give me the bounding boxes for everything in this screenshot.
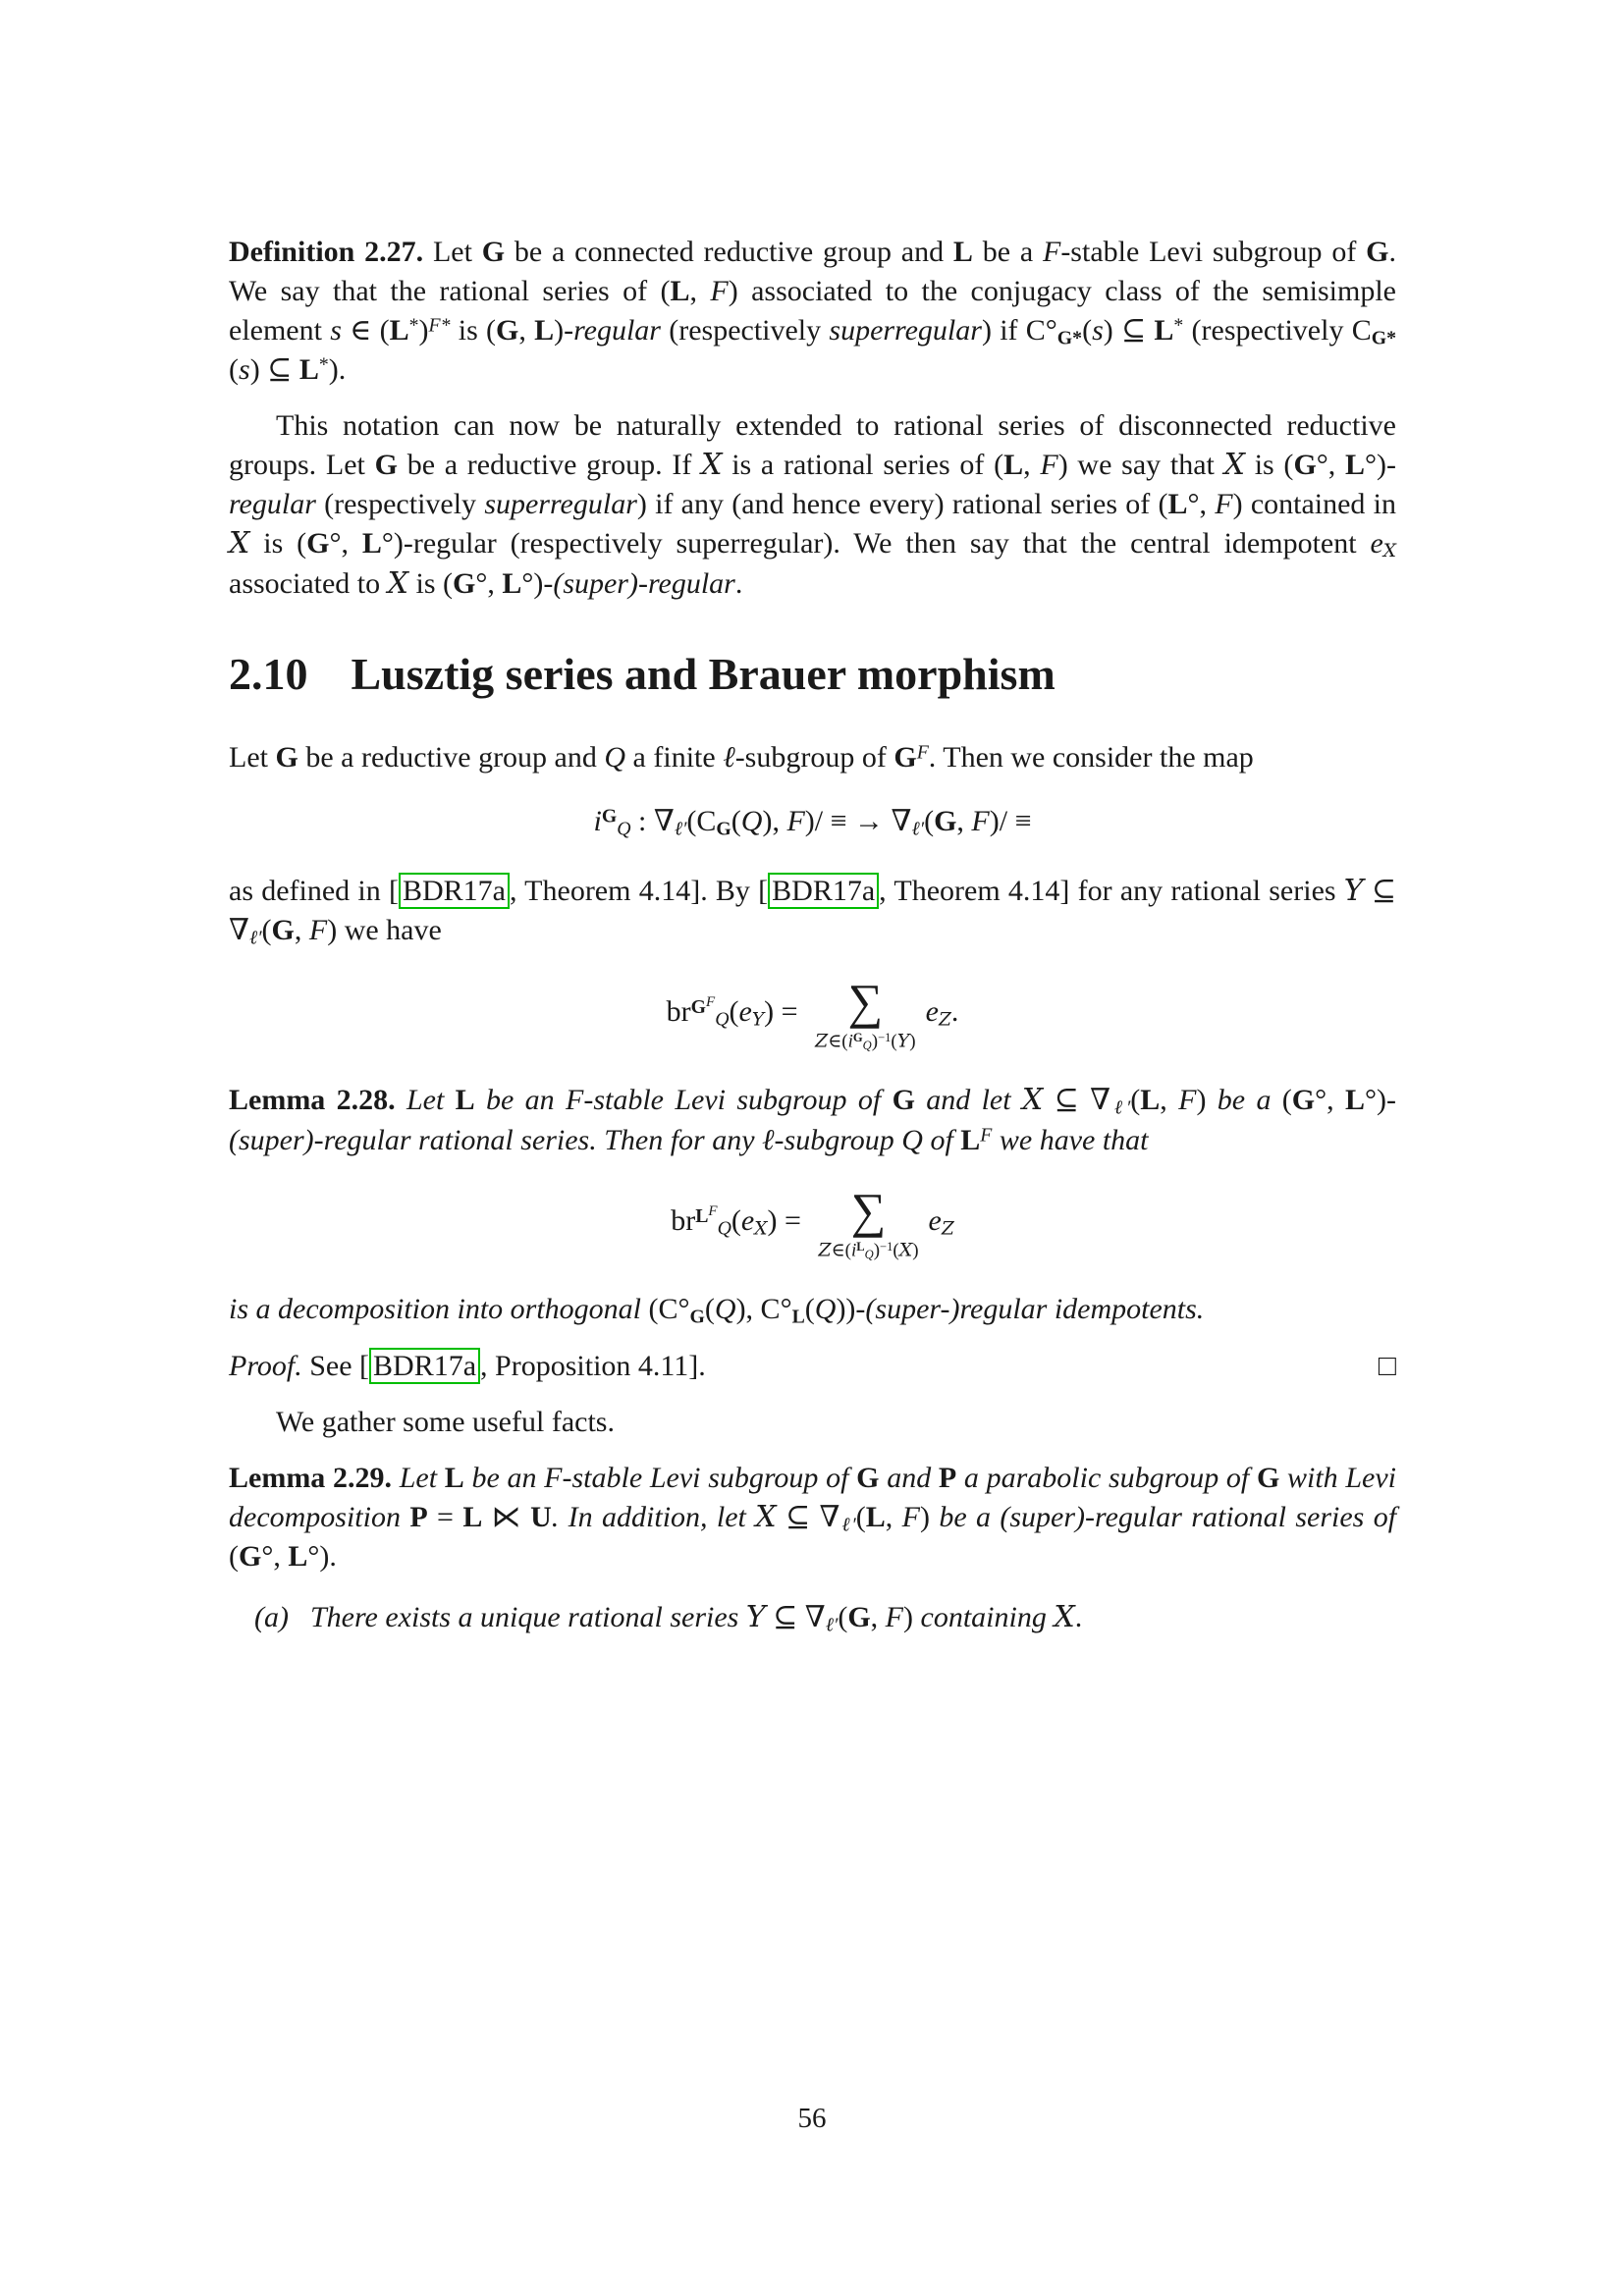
text-run: -subgroup <box>774 1123 902 1156</box>
text-run: Q <box>901 1123 923 1156</box>
text-run: ° <box>1187 488 1200 521</box>
text-run: a finite <box>625 740 724 774</box>
text-run: ) <box>912 1240 919 1261</box>
text-run: ) associated to the conjugacy class of the semisimple element <box>229 274 1396 347</box>
text-run: Z <box>818 1239 832 1261</box>
text-run: ℓ′ <box>1110 1096 1131 1119</box>
text-run: . <box>950 994 959 1028</box>
text-run: e <box>925 994 939 1028</box>
text-run: Let <box>423 236 482 268</box>
text-run: -stable Levi subgroup of <box>562 1461 857 1494</box>
text-run: (C <box>686 805 717 838</box>
text-run: Q <box>604 740 626 774</box>
lemma-2-28-continuation <box>229 1290 1396 1330</box>
text-run: superregular <box>484 488 637 521</box>
text-run: F <box>706 993 716 1010</box>
text-run: -stable Levi subgroup of <box>583 1084 893 1117</box>
text-run: ) = <box>767 1204 809 1238</box>
text-run: e <box>928 1204 942 1238</box>
text-run: ° <box>261 1540 274 1574</box>
text-run: is a rational series of ( <box>722 449 1004 482</box>
text-run: ° <box>780 1293 792 1326</box>
text-run: e <box>1370 527 1383 561</box>
text-run: ° <box>307 1540 320 1574</box>
text-run: with Levi decomposition <box>229 1461 1397 1533</box>
text-run: Q <box>617 818 631 840</box>
equation-brauer-G <box>229 973 1396 1052</box>
text-run: F <box>708 1203 718 1220</box>
text-run: We gather some useful facts. <box>276 1405 615 1438</box>
text-run: ℓ′ <box>911 818 925 840</box>
text-run: (respectively C <box>1183 313 1372 347</box>
text-run: L <box>462 1500 483 1533</box>
qed-symbol: □ <box>1378 1350 1396 1383</box>
text-run: ), <box>762 805 787 838</box>
text-run: ) ⊆ <box>1103 313 1155 347</box>
text-run: Y <box>751 1008 765 1030</box>
text-run: G <box>689 1306 705 1328</box>
text-run: ( <box>229 353 239 387</box>
text-run: , Theorem 4.14] for any rational series <box>879 875 1344 908</box>
text-run: L <box>502 566 522 600</box>
text-run: X <box>701 448 723 483</box>
text-run: ) <box>873 1240 881 1261</box>
text-run: G <box>452 566 476 600</box>
text-run: ) if any (and hence every) rational series of ( <box>636 488 1168 521</box>
text-run: L <box>288 1540 308 1574</box>
text-run: is ( <box>450 313 496 347</box>
text-run: G <box>1293 449 1317 482</box>
text-run: G <box>893 740 917 774</box>
text-run: be a connected reductive group and <box>505 236 953 268</box>
text-run: , <box>518 313 535 347</box>
text-run: G <box>271 914 295 947</box>
text-run: (C <box>648 1293 678 1326</box>
text-run: ℓ <box>723 740 735 774</box>
text-run: . We say that the rational series of ( <box>229 236 1396 307</box>
text-run: a parabolic subgroup of <box>956 1461 1257 1494</box>
text-run: ) <box>418 313 429 347</box>
text-run: ) <box>919 1500 940 1533</box>
text-run: ) we say that <box>1057 449 1224 482</box>
text-run: L <box>534 313 555 347</box>
text-run: L <box>960 1123 981 1156</box>
sum-limits <box>815 1029 916 1052</box>
text-run: s <box>330 313 342 347</box>
text-run: of <box>922 1123 961 1156</box>
text-run: There exists a unique rational series <box>309 1601 746 1634</box>
text-run: i <box>847 1030 853 1051</box>
text-run: ⊆ ∇ <box>229 875 1396 947</box>
text-run: . In addition, let <box>551 1500 756 1533</box>
text-run: be a (super)-regular rational series of <box>939 1500 1397 1533</box>
text-run: )) <box>836 1293 856 1326</box>
text-run: ° <box>1315 1084 1327 1117</box>
text-run: i <box>593 805 602 838</box>
text-run: ) ⊆ <box>249 353 299 387</box>
text-run: G <box>852 1030 863 1044</box>
text-run: i <box>850 1240 857 1261</box>
text-run: Lemma 2.28. <box>229 1084 396 1117</box>
text-run: ∈ ( <box>341 313 390 347</box>
text-run: X <box>755 1499 777 1534</box>
text-run: ( <box>229 1540 239 1574</box>
text-run: L <box>1167 488 1188 521</box>
text-run: s <box>239 353 250 387</box>
text-run: F* <box>428 314 451 337</box>
text-run: : ∇ <box>630 805 675 838</box>
text-run: (respectively <box>315 488 485 521</box>
text-run: G <box>847 1601 871 1634</box>
text-run: ) <box>1377 1084 1386 1117</box>
text-run: L <box>791 1306 805 1328</box>
text-run: Z <box>938 1008 951 1030</box>
text-run: L <box>1003 449 1024 482</box>
lemma-2-29 <box>229 1459 1396 1576</box>
text-run: ℓ <box>762 1123 775 1156</box>
text-run: Proof. <box>229 1350 302 1383</box>
text-run: is ( <box>407 566 453 600</box>
text-run: L <box>361 527 382 561</box>
text-run: ( <box>1281 1084 1292 1117</box>
text-run: e <box>738 994 752 1028</box>
text-run: ). <box>319 1540 337 1574</box>
text-run: ( <box>838 1601 848 1634</box>
text-run: X <box>229 526 250 561</box>
text-run: )- <box>533 566 554 600</box>
text-run: ( <box>893 1240 899 1261</box>
text-run: * <box>408 314 419 337</box>
text-run: F <box>980 1124 993 1147</box>
text-run: F <box>308 914 328 947</box>
text-run: , <box>1199 488 1216 521</box>
text-run: -(super-)regular idempotents. <box>855 1293 1205 1326</box>
text-run: G <box>1291 1084 1316 1117</box>
text-run: is ( <box>1244 449 1294 482</box>
section-number: 2.10 <box>229 648 308 699</box>
text-run: ( <box>1082 313 1093 347</box>
text-run: P <box>409 1500 428 1533</box>
text-run: ( <box>731 805 741 838</box>
text-run: ( <box>1130 1084 1141 1117</box>
text-run: ⊆ ∇ <box>1043 1084 1111 1117</box>
text-run: G <box>690 995 707 1018</box>
text-run: )- <box>1377 449 1397 482</box>
text-run: G <box>1366 236 1389 268</box>
text-run: Q <box>717 1217 731 1240</box>
text-run: X <box>754 1218 768 1240</box>
text-run: L <box>670 274 690 307</box>
text-run: U <box>530 1500 552 1533</box>
text-run: , <box>870 1601 886 1634</box>
text-run: ). <box>328 353 347 387</box>
text-run: X <box>898 1239 913 1261</box>
text-run: ℓ′ <box>248 927 262 949</box>
text-run: -subgroup of <box>734 740 894 774</box>
text-run: X <box>387 565 408 601</box>
text-run: ° <box>1045 313 1057 347</box>
text-run: ° <box>381 527 394 561</box>
text-run: F <box>916 741 929 764</box>
text-run: , <box>689 274 711 307</box>
citation-link[interactable]: BDR17a <box>369 1348 480 1384</box>
text-run: * <box>318 354 329 377</box>
citation-link[interactable]: BDR17a <box>768 873 879 909</box>
text-run: Z <box>941 1218 954 1240</box>
text-run: , <box>1023 449 1041 482</box>
text-run: s <box>1092 313 1104 347</box>
text-run: , <box>1327 449 1346 482</box>
text-run: . Then we consider the map <box>928 740 1254 774</box>
text-run: ° <box>1365 449 1378 482</box>
text-run: F <box>1178 1084 1197 1117</box>
text-run: ⊆ ∇ <box>776 1500 840 1533</box>
text-run: G <box>495 313 519 347</box>
text-run: ( <box>891 1030 897 1051</box>
proof <box>229 1347 1396 1386</box>
text-run: ) if C <box>981 313 1046 347</box>
text-run: Let <box>395 1084 456 1117</box>
text-run: , Theorem 4.14]. By [ <box>509 875 769 908</box>
text-run: L <box>1345 449 1366 482</box>
text-run: F <box>786 805 805 838</box>
text-run: (super)-regular <box>553 566 735 600</box>
text-run: , <box>341 527 362 561</box>
text-run: ( <box>731 1204 741 1238</box>
text-run: L <box>1344 1084 1365 1117</box>
text-run: −1 <box>880 1239 893 1254</box>
text-run: ) <box>903 1601 921 1634</box>
text-run: regular <box>573 313 661 347</box>
text-run: ℓ′ <box>674 818 687 840</box>
text-run: G* <box>1371 327 1396 349</box>
text-run: * <box>1173 314 1184 337</box>
text-run: X <box>1021 1083 1044 1118</box>
text-run: e <box>740 1204 755 1238</box>
text-run: Q <box>714 1293 736 1326</box>
text-run: F <box>1040 449 1058 482</box>
text-run: ⊆ ∇ <box>765 1601 826 1634</box>
text-run: (respectively <box>660 313 830 347</box>
proof-text <box>229 1347 706 1386</box>
text-run: as defined in [ <box>229 875 399 908</box>
text-run: ° <box>1316 449 1328 482</box>
section-title: Lusztig series and Brauer morphism <box>351 648 1056 699</box>
equation-brauer-L <box>229 1182 1396 1261</box>
text-run: G <box>716 818 731 840</box>
text-run: )/ ≡ <box>989 805 1032 838</box>
text-run: P <box>938 1461 957 1494</box>
text-run: X <box>1382 541 1397 562</box>
text-run: Y <box>745 1600 766 1635</box>
text-run: L <box>952 236 973 268</box>
text-run: -stable Levi subgroup of <box>1060 236 1367 268</box>
text-run: ° <box>677 1293 690 1326</box>
text-run: G <box>239 1540 262 1574</box>
text-run: ( <box>261 914 272 947</box>
text-run: L <box>695 1204 709 1227</box>
sum-limits <box>818 1241 918 1261</box>
text-run: ⋉ <box>482 1500 531 1533</box>
text-run: regular <box>229 488 316 521</box>
text-run: L <box>444 1461 464 1494</box>
text-run: ∈( <box>828 1030 848 1051</box>
text-run: )/ ≡ → ∇ <box>804 805 912 838</box>
text-run: . <box>1074 1601 1083 1634</box>
text-run: ° <box>1365 1084 1377 1117</box>
text-run: ) <box>1196 1084 1218 1117</box>
text-run: ), C <box>735 1293 781 1326</box>
text-run: is a decomposition into orthogonal <box>229 1293 649 1326</box>
text-run: is ( <box>249 527 307 561</box>
text-run: be a reductive group. If <box>397 449 702 482</box>
text-run: F <box>1215 488 1233 521</box>
text-run: −1 <box>878 1030 892 1044</box>
text-run: L <box>1154 313 1174 347</box>
sum-operator <box>818 1182 919 1261</box>
text-run: containing <box>920 1601 1055 1634</box>
text-run: This notation can now be naturally extended to rational series of disconnected reductive groups. Let <box>229 409 1396 482</box>
sum-symbol: ∑ <box>850 1182 887 1238</box>
text-run: . <box>734 566 743 600</box>
section-heading <box>229 649 1396 701</box>
text-run: X <box>1223 448 1245 483</box>
definition-2-27 <box>229 233 1396 390</box>
text-run: F <box>901 1500 920 1533</box>
text-run: Definition 2.27. <box>229 236 424 268</box>
text-run: F <box>710 274 729 307</box>
text-run: Let <box>392 1461 445 1494</box>
text-run: G <box>856 1461 880 1494</box>
text-run: be an <box>474 1084 567 1117</box>
item-label: (a) <box>254 1601 289 1634</box>
text-run: we have that <box>992 1123 1149 1156</box>
text-run: G <box>1256 1461 1280 1494</box>
text-run: G <box>374 449 398 482</box>
text-run: associated to <box>229 566 388 600</box>
text-run: F <box>971 805 990 838</box>
text-run: , <box>487 566 503 600</box>
text-run: Y <box>1343 874 1364 909</box>
text-run: Q <box>740 805 763 838</box>
text-run: Z <box>815 1029 829 1051</box>
sum-symbol: ∑ <box>847 973 884 1029</box>
text-run: = <box>427 1500 463 1533</box>
text-run: Q <box>862 1038 872 1052</box>
text-run: G* <box>1056 327 1083 349</box>
text-run: br <box>666 994 691 1028</box>
text-run: ) contained in <box>1232 488 1397 521</box>
text-run: X <box>1054 1600 1075 1635</box>
citation-link[interactable]: BDR17a <box>399 873 510 909</box>
text-run: ° <box>521 566 534 600</box>
item-text <box>309 1600 1083 1636</box>
text-run: ( <box>704 1293 715 1326</box>
text-run: Lemma 2.29. <box>229 1461 393 1494</box>
text-run: )-regular (respectively superregular). We then say that the central idempotent <box>393 527 1371 561</box>
page-number: 56 <box>797 2103 827 2134</box>
text-run: be an <box>463 1461 545 1494</box>
text-run: ) <box>909 1030 916 1051</box>
text-run: Q <box>715 1008 730 1031</box>
text-run: ) = <box>764 994 806 1028</box>
text-run: G <box>601 806 618 828</box>
text-run: br <box>671 1204 696 1238</box>
text-run: -(super)-regular rational series. Then for any <box>229 1084 1396 1156</box>
text-run: L <box>389 313 409 347</box>
text-run: G <box>934 805 957 838</box>
page-footer <box>0 2103 1624 2135</box>
text-run: L <box>1140 1084 1161 1117</box>
text-run: Let <box>229 740 276 774</box>
text-run: be a <box>972 236 1043 268</box>
text-run: , <box>294 914 309 947</box>
text-run: and let <box>914 1084 1022 1117</box>
text-run: ° <box>475 566 488 600</box>
text-run: be a <box>1217 1084 1282 1117</box>
text-run: ℓ′ <box>825 1614 839 1636</box>
equation-i-map <box>229 802 1396 842</box>
text-run: ∈( <box>831 1240 851 1261</box>
paragraph-disconnected-groups <box>229 406 1396 603</box>
sum-operator <box>815 973 916 1052</box>
text-run: F <box>544 1461 563 1494</box>
paragraph-lusztig-intro <box>229 738 1396 777</box>
lemma-2-28 <box>229 1081 1396 1160</box>
text-run: ( <box>804 1293 815 1326</box>
text-run: ) we have <box>327 914 442 947</box>
text-run: L <box>298 353 319 387</box>
list-item-a <box>229 1598 1396 1638</box>
text-run: See [ <box>301 1350 370 1383</box>
text-run: )- <box>554 313 574 347</box>
paragraph-gather-facts <box>229 1403 1396 1442</box>
text-run: , <box>273 1540 289 1574</box>
text-run: , <box>1160 1084 1179 1117</box>
text-run: ° <box>329 527 342 561</box>
text-run: , <box>885 1500 902 1533</box>
text-run: Q <box>814 1293 837 1326</box>
text-run: superregular <box>829 313 982 347</box>
text-run: ( <box>924 805 935 838</box>
text-run: be a reductive group and <box>298 740 605 774</box>
text-run: ) <box>871 1030 879 1051</box>
text-run: G <box>481 236 506 268</box>
text-run: G <box>306 527 330 561</box>
document-body <box>229 233 1396 1655</box>
text-run: , <box>956 805 972 838</box>
text-run: , <box>1326 1084 1345 1117</box>
text-run: G <box>892 1084 915 1117</box>
text-run: Y <box>896 1029 910 1051</box>
text-run: Q <box>864 1247 874 1261</box>
text-run: , Proposition 4.11]. <box>480 1350 706 1383</box>
text-run: ( <box>729 994 739 1028</box>
text-run: L <box>856 1239 865 1254</box>
text-run: F <box>885 1601 903 1634</box>
paragraph-bdr-reference <box>229 872 1396 951</box>
text-run: G <box>275 740 298 774</box>
text-run: ( <box>855 1500 866 1533</box>
text-run: and <box>879 1461 939 1494</box>
text-run: ℓ′ <box>839 1514 856 1536</box>
text-run: L <box>865 1500 886 1533</box>
text-run: F <box>566 1084 584 1117</box>
text-run: L <box>455 1084 475 1117</box>
text-run: F <box>1042 236 1061 268</box>
